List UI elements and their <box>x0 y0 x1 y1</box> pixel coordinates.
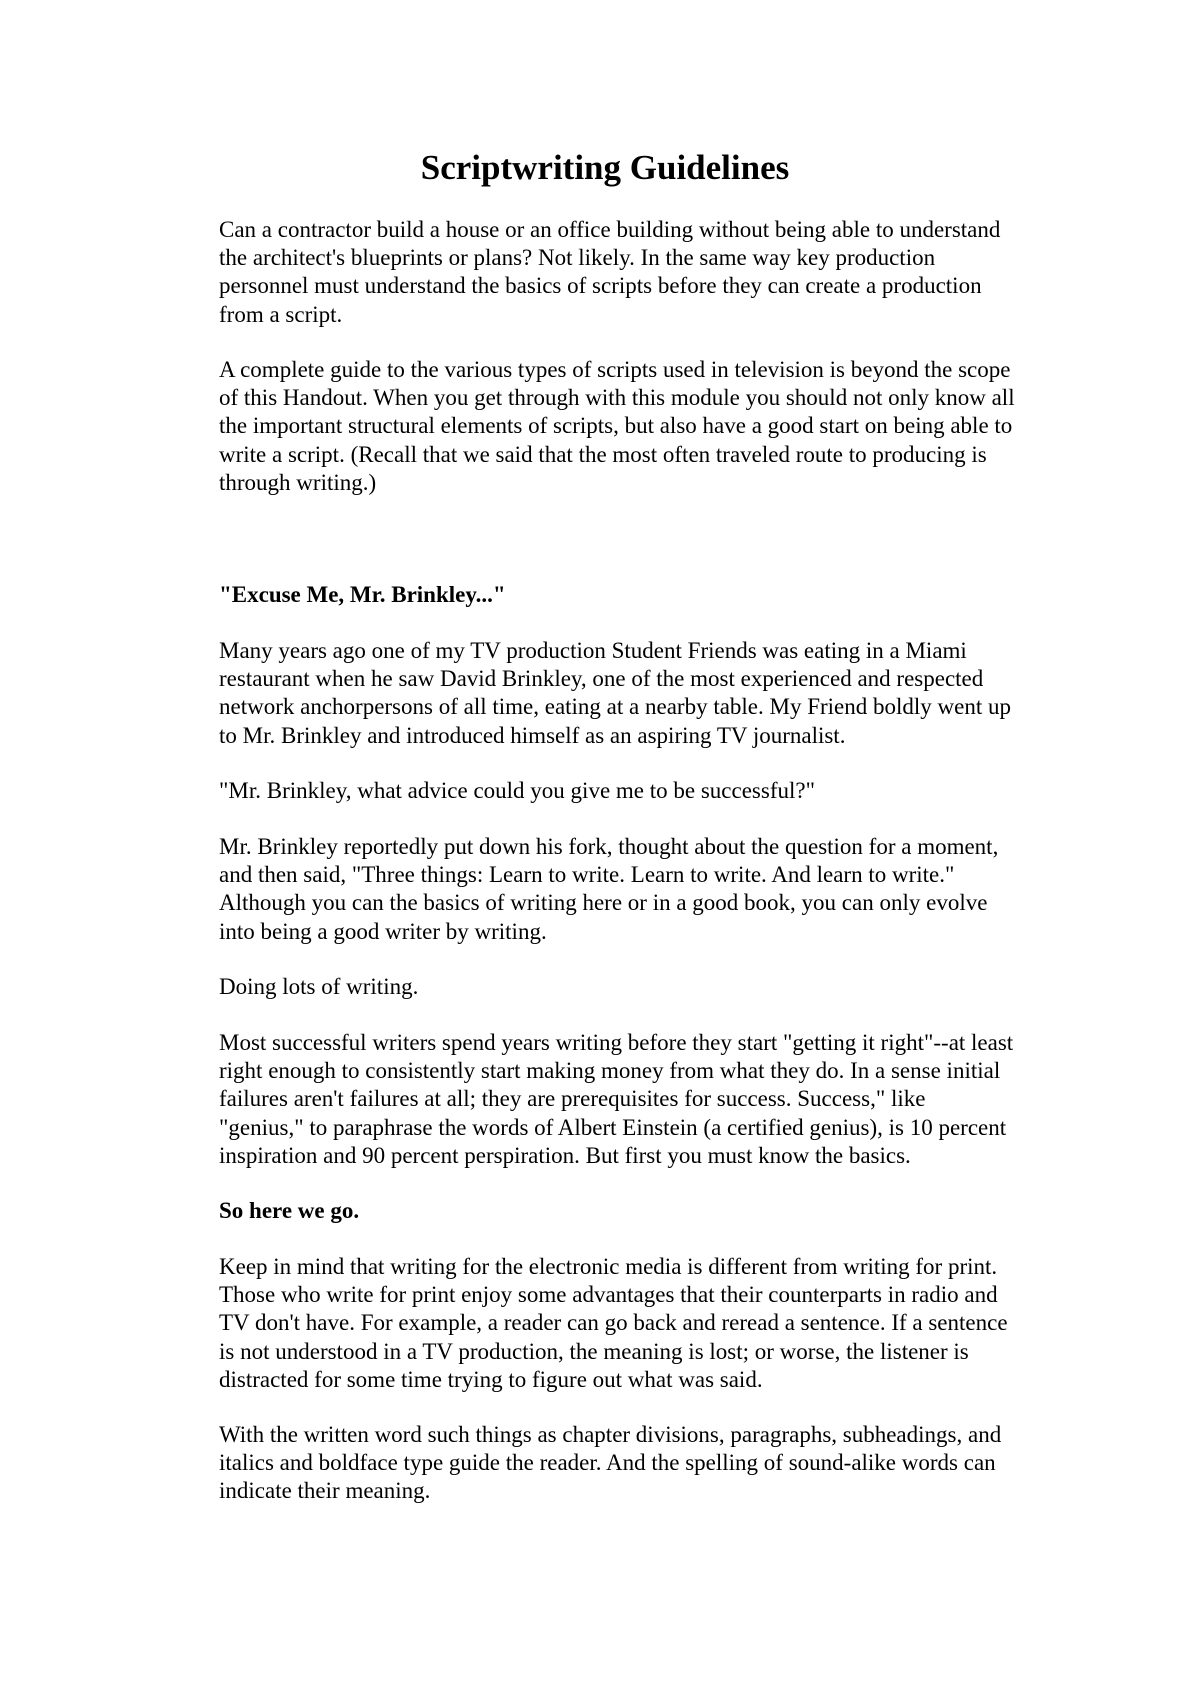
paragraph-electronic-media <box>219 1253 1069 1394</box>
text-line: italics and boldface type guide the reader. And the spelling of sound-alike words can <box>219 1450 996 1476</box>
text-line: Most successful writers spend years writing before they start "getting it right"--at least <box>219 1030 1014 1055</box>
text-line: to Mr. Brinkley and introduced himself as an aspiring TV journalist. <box>219 722 846 748</box>
paragraph-lots-of-writing <box>219 973 1069 1001</box>
text-line: through writing.) <box>219 469 377 495</box>
text-line: right enough to consistently start making money from what they do. In a sense initial <box>219 1058 1001 1084</box>
text-line: personnel must understand the basics of scripts before they can create a production <box>219 273 982 299</box>
text-line: is not understood in a TV production, the meaning is lost; or worse, the listener is <box>219 1338 969 1364</box>
section-heading-here-we-go <box>219 1197 1069 1225</box>
paragraph-successful-writers <box>219 1029 1069 1170</box>
text-line: Keep in mind that writing for the electronic media is different from writing for print. <box>219 1254 998 1279</box>
text-line: of this Handout. When you get through with this module you should not only know all <box>219 385 1015 411</box>
text-line: Mr. Brinkley reportedly put down his fork, thought about the question for a moment, <box>219 834 999 859</box>
paragraph-intro <box>219 216 1069 329</box>
text-line: Many years ago one of my TV production Student Friends was eating in a Miami <box>219 638 967 663</box>
text-line: "genius," to paraphrase the words of Albert Einstein (a certified genius), is 10 percent <box>219 1114 1007 1140</box>
paragraph-written-word <box>219 1421 1069 1506</box>
text-line: A complete guide to the various types of scripts used in television is beyond the scope <box>219 357 1011 382</box>
text-line: distracted for some time trying to figure out what was said. <box>219 1366 763 1392</box>
heading-text: So here we go. <box>219 1198 360 1223</box>
text-line: "Mr. Brinkley, what advice could you give me to be successful?" <box>219 778 815 803</box>
text-line: from a script. <box>219 301 343 327</box>
paragraph-anecdote <box>219 637 1069 750</box>
text-line: network anchorpersons of all time, eating at a nearby table. My Friend boldly went up <box>219 694 1012 720</box>
text-line: the architect's blueprints or plans? Not likely. In the same way key production <box>219 245 936 271</box>
text-line: Although you can the basics of writing here or in a good book, you can only evolve <box>219 890 988 916</box>
text-line: indicate their meaning. <box>219 1478 431 1504</box>
heading-text: "Excuse Me, Mr. Brinkley..." <box>219 582 506 607</box>
text-line: inspiration and 90 percent perspiration. But first you must know the basics. <box>219 1142 911 1168</box>
text-line: restaurant when he saw David Brinkley, one of the most experienced and respected <box>219 666 984 692</box>
text-line: Those who write for print enjoy some advantages that their counterparts in radio and <box>219 1282 998 1308</box>
text-line: the important structural elements of scripts, but also have a good start on being able to <box>219 413 1013 439</box>
paragraph-answer <box>219 833 1069 946</box>
paragraph-scope <box>219 356 1069 497</box>
text-line: and then said, "Three things: Learn to write. Learn to write. And learn to write." <box>219 862 955 888</box>
text-line: With the written word such things as chapter divisions, paragraphs, subheadings, and <box>219 1422 1002 1447</box>
text-line: TV don't have. For example, a reader can go back and reread a sentence. If a sentence <box>219 1310 1008 1336</box>
text-line: Doing lots of writing. <box>219 974 419 999</box>
document-title: Scriptwriting Guidelines <box>420 148 790 187</box>
text-line: write a script. (Recall that we said that the most often traveled route to producing is <box>219 441 987 467</box>
text-line: into being a good writer by writing. <box>219 918 547 944</box>
paragraph-question <box>219 777 1069 805</box>
section-heading-brinkley <box>219 581 1069 609</box>
text-line: Can a contractor build a house or an office building without being able to understand <box>219 217 1001 242</box>
text-line: failures aren't failures at all; they are prerequisites for success. Success," like <box>219 1086 926 1112</box>
